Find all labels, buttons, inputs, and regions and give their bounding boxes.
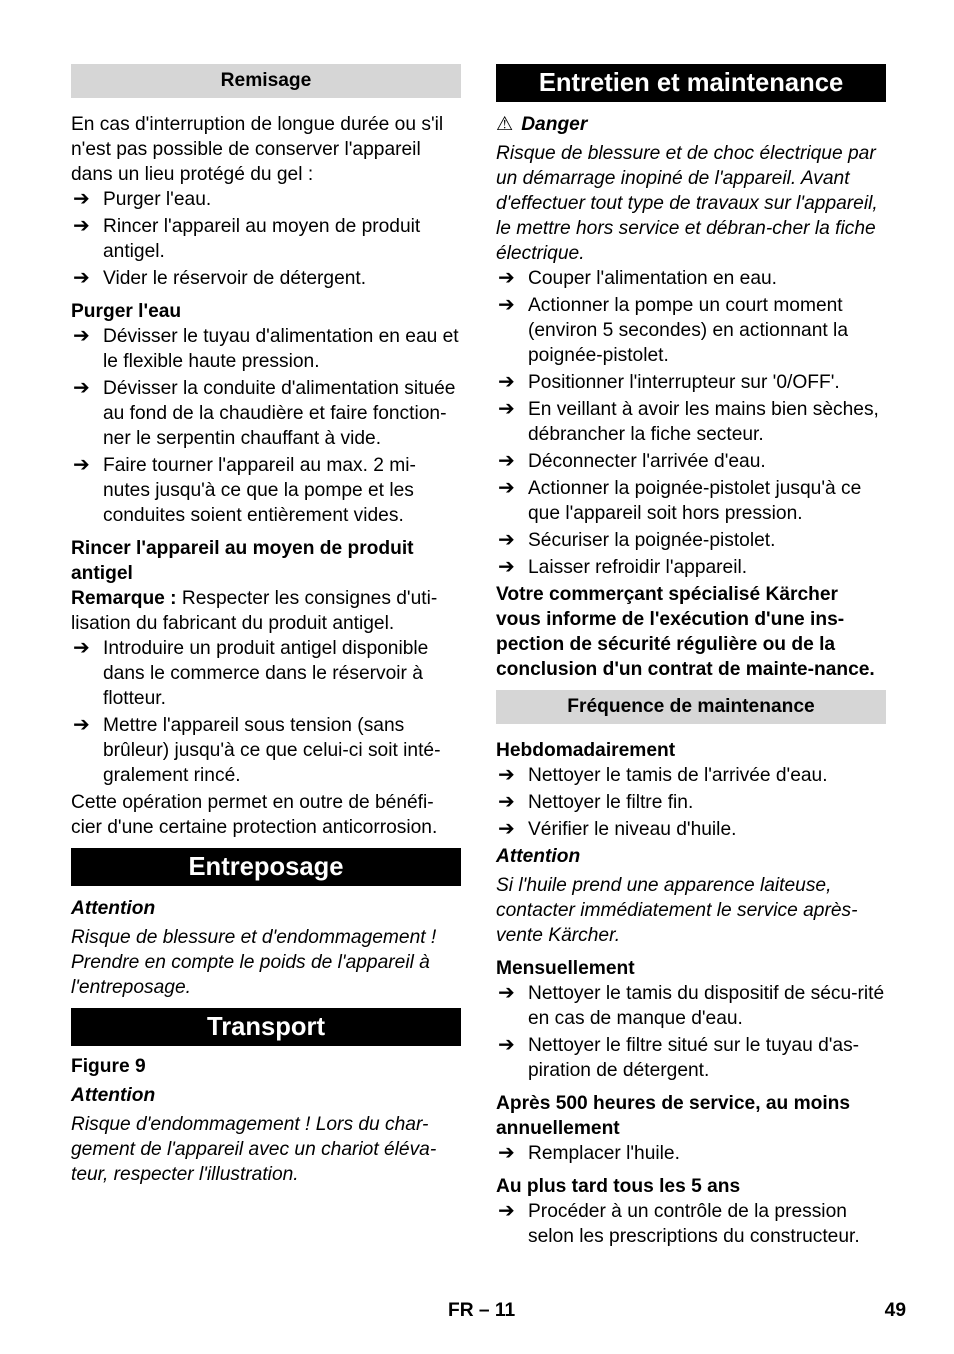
list-item: ➔ Actionner la poignée-pistolet jusqu'à ce que l'appareil soit hors pression. (498, 477, 862, 524)
arrow-right-icon: ➔ (498, 529, 515, 551)
cinqans-steps (496, 1199, 886, 1249)
frequence-attention: Attention (496, 846, 581, 867)
list-item: ➔ Mettre l'appareil sous tension (sans brûleur) jusqu'à ce que celui-ci soit inté-gralement rincé. (73, 714, 441, 786)
remisage-intro: En cas d'interruption de longue durée ou s'il n'est pas possible de conserver l'appareil dans un lieu protégé du gel : (71, 114, 444, 185)
list-item: ➔ Purger l'eau. (73, 188, 212, 210)
arrow-right-icon: ➔ (498, 267, 515, 289)
transport-text: Risque d'endommagement ! Lors du char-gement de l'appareil avec un chariot éléva-teur, respecter l'illustration. (71, 1114, 437, 1185)
heading-apres500: Après 500 heures de service, au moins annuellement (496, 1093, 851, 1139)
list-item: ➔ Procéder à un contrôle de la pression selon les prescriptions du constructeur. (498, 1200, 860, 1247)
list-item: ➔ Nettoyer le tamis du dispositif de sécu-rité en cas de manque d'eau. (498, 982, 885, 1029)
list-item: ➔ Nettoyer le filtre situé sur le tuyau d'as-piration de détergent. (498, 1034, 860, 1081)
remisage-steps (71, 187, 461, 291)
transport-figure: Figure 9 (71, 1056, 146, 1077)
footer-language-page: FR – 11 (448, 1300, 516, 1321)
arrow-right-icon: ➔ (498, 982, 515, 1004)
arrow-right-icon: ➔ (73, 215, 90, 237)
list-item: ➔ Remplacer l'huile. (498, 1142, 680, 1164)
heading-cinqans: Au plus tard tous les 5 ans (496, 1176, 741, 1197)
list-item: ➔ Positionner l'interrupteur sur '0/OFF'. (498, 371, 840, 393)
section-title-entreposage: Entreposage (71, 848, 461, 886)
arrow-right-icon: ➔ (498, 818, 515, 840)
entretien-steps (496, 266, 886, 580)
arrow-right-icon: ➔ (498, 1034, 515, 1056)
arrow-right-icon: ➔ (73, 454, 90, 476)
arrow-right-icon: ➔ (498, 371, 515, 393)
section-title-frequence: Fréquence de maintenance (496, 690, 886, 724)
list-item: ➔ Actionner la pompe un court moment (environ 5 secondes) en actionnant la poignée-pistolet. (498, 294, 848, 366)
purger-steps (71, 324, 461, 528)
list-item: ➔ Rincer l'appareil au moyen de produit antigel. (73, 215, 421, 262)
arrow-right-icon: ➔ (498, 294, 515, 316)
heading-mensuel: Mensuellement (496, 958, 635, 979)
list-item: ➔ Nettoyer le filtre fin. (498, 791, 694, 813)
frequence-attention-text: Si l'huile prend une apparence laiteuse, contacter immédiatement le service après-vente Kärcher. (496, 875, 858, 946)
dealer-notice: Votre commerçant spécialisé Kärcher vous informe de l'exécution d'une ins-pection de sécurité régulière ou de la conclusion d'un contrat de mainte-nance. (496, 584, 875, 680)
arrow-right-icon: ➔ (73, 714, 90, 736)
hebdo-steps (496, 763, 886, 842)
list-item: ➔ Couper l'alimentation en eau. (498, 267, 777, 289)
arrow-right-icon: ➔ (498, 1200, 515, 1222)
list-item: ➔ Vider le réservoir de détergent. (73, 267, 367, 289)
danger-text: Risque de blessure et de choc électrique par un démarrage inopiné de l'appareil. Avant d'effectuer tout type de travaux sur l'appareil, le mettre hors service et débran-cher la fiche électrique. (496, 143, 878, 264)
arrow-right-icon: ➔ (498, 1142, 515, 1164)
arrow-right-icon: ➔ (498, 450, 515, 472)
danger-heading: ⚠ Danger (496, 114, 588, 135)
section-title-entretien: Entretien et maintenance (496, 64, 886, 102)
entreposage-text: Risque de blessure et d'endommagement ! Prendre en compte le poids de l'appareil à l'entreposage. (71, 927, 437, 998)
list-item: ➔ Dévisser la conduite d'alimentation située au fond de la chaudière et faire fonction-ner le serpentin chauffant à vide. (73, 377, 456, 449)
footer-page-number: 49 (884, 1300, 906, 1321)
section-title-remisage: Remisage (71, 64, 461, 98)
list-item: ➔ Déconnecter l'arrivée d'eau. (498, 450, 766, 472)
rincer-steps (71, 636, 461, 788)
list-item: ➔ Nettoyer le tamis de l'arrivée d'eau. (498, 764, 828, 786)
transport-attention: Attention (71, 1085, 156, 1106)
arrow-right-icon: ➔ (73, 377, 90, 399)
section-title-transport: Transport (71, 1008, 461, 1046)
apres500-steps (496, 1141, 886, 1166)
heading-hebdo: Hebdomadairement (496, 740, 676, 761)
list-item: ➔ Vérifier le niveau d'huile. (498, 818, 737, 840)
list-item: ➔ Laisser refroidir l'appareil. (498, 556, 748, 578)
list-item: ➔ Faire tourner l'appareil au max. 2 mi-nutes jusqu'à ce que la pompe et les conduites soient entièrement vides. (73, 454, 416, 526)
list-item: ➔ En veillant à avoir les mains bien sèches, débrancher la fiche secteur. (498, 398, 879, 445)
mensuel-steps (496, 981, 886, 1083)
arrow-right-icon: ➔ (498, 398, 515, 420)
arrow-right-icon: ➔ (73, 188, 90, 210)
arrow-right-icon: ➔ (498, 791, 515, 813)
heading-purger: Purger l'eau (71, 301, 182, 322)
arrow-right-icon: ➔ (73, 267, 90, 289)
rincer-outro: Cette opération permet en outre de bénéfi-cier d'une certaine protection anticorrosion. (71, 792, 438, 838)
arrow-right-icon: ➔ (73, 325, 90, 347)
warning-triangle-icon: ⚠ (496, 114, 514, 135)
left-column (71, 64, 461, 1187)
arrow-right-icon: ➔ (498, 764, 515, 786)
list-item: ➔ Dévisser le tuyau d'alimentation en eau et le flexible haute pression. (73, 325, 459, 372)
entreposage-attention: Attention (71, 898, 156, 919)
list-item: ➔ Sécuriser la poignée-pistolet. (498, 529, 776, 551)
rincer-note: Remarque : Respecter les consignes d'uti-lisation du fabricant du produit antigel. (71, 588, 438, 634)
arrow-right-icon: ➔ (73, 637, 90, 659)
arrow-right-icon: ➔ (498, 477, 515, 499)
right-column (496, 64, 886, 1251)
list-item: ➔ Introduire un produit antigel disponible dans le commerce dans le réservoir à flotteur. (73, 637, 429, 709)
heading-rincer: Rincer l'appareil au moyen de produit antigel (71, 538, 414, 584)
arrow-right-icon: ➔ (498, 556, 515, 578)
